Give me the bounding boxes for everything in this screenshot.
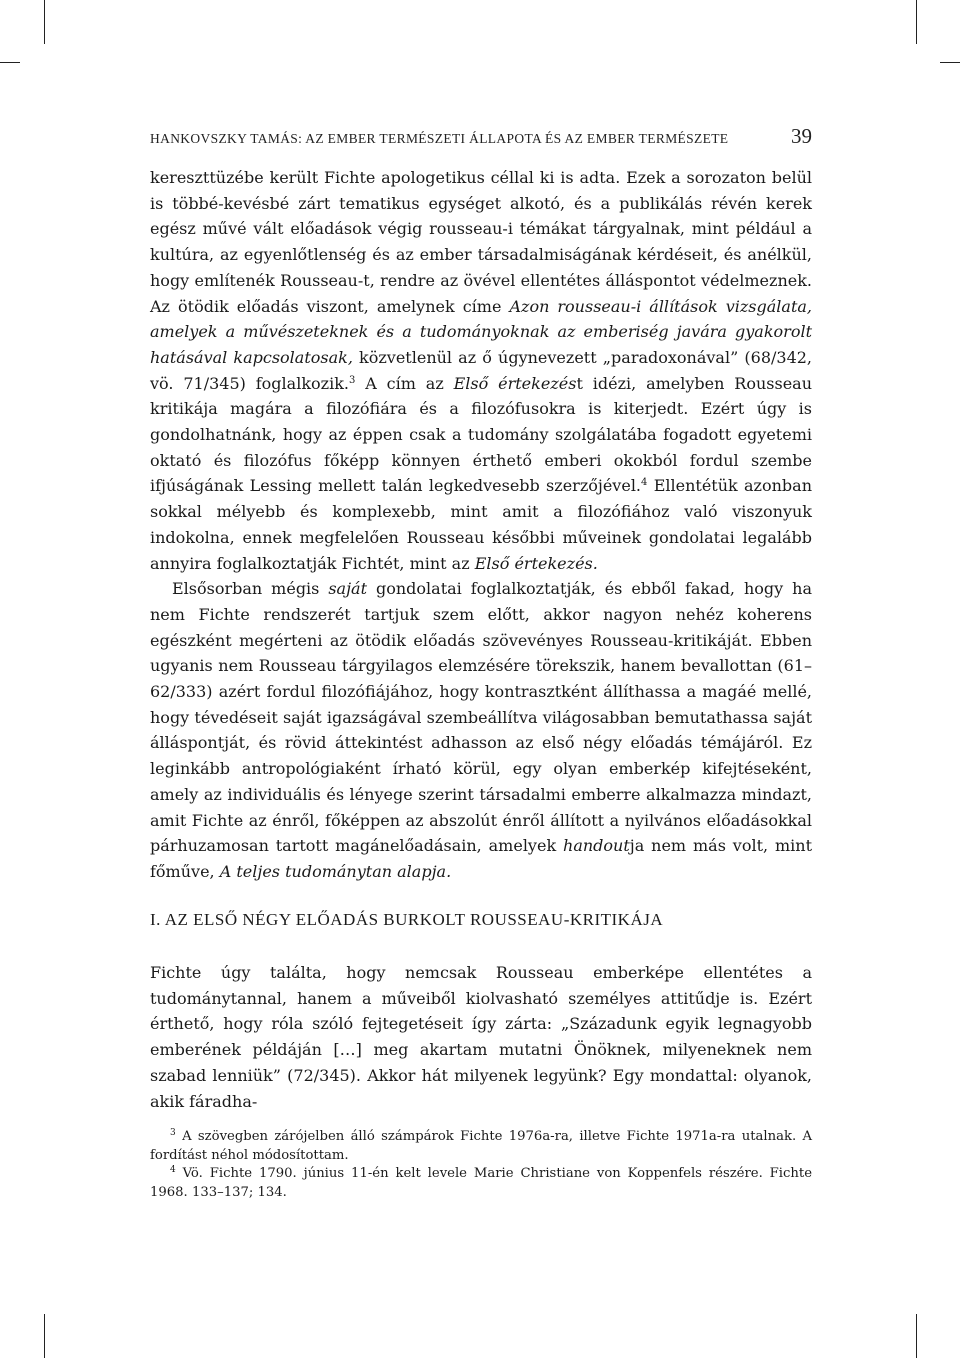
footnote-3 [150, 1128, 812, 1165]
paragraph-3: Fichte úgy találta, hogy nemcsak Rousseau emberképe ellentétes a tudománytannal, hanem a műveiből kiolvasható személyes attitűdje is. Ezért érthető, hogy róla szóló fejtegetéseit így zárta: „Századunk egyik legnagyobb emberének példáján […] meg akartam mutatni Önöknek, milyeneknek nem szabad lenniük” (72/345). Akkor hát milyenek legyünk? Egy mondattal: olyanok, akik fáradha- [150, 963, 812, 1111]
footnote-text: Vö. Fichte 1790. június 11-én kelt levele Marie Christiane von Koppenfels részére. Fichte 1968. 133–137; 134. [150, 1166, 812, 1200]
footnote-number: 3 [170, 1128, 176, 1138]
crop-mark [916, 0, 917, 44]
crop-mark [0, 62, 20, 63]
body-text-section [150, 960, 812, 1114]
text-run: A cím az [355, 373, 454, 393]
italic-run: Első értekezés [453, 373, 577, 393]
footnote-number: 4 [170, 1165, 176, 1175]
footnote-text: A szövegben zárójelben álló számpárok Fichte 1976a-ra, illetve Fichte 1971a-ra utalnak. A fordítást néhol módosítottam. [150, 1129, 812, 1163]
text-run: Elsősorban mégis [172, 579, 329, 599]
italic-run: saját [328, 579, 368, 599]
crop-mark [916, 1314, 917, 1358]
section-heading: I. AZ ELSŐ NÉGY ELŐADÁS BURKOLT ROUSSEAU-KRITIKÁJA [150, 910, 664, 929]
crop-mark [940, 62, 960, 63]
running-head [150, 124, 812, 149]
text-run: gondolatai foglalkoztatják, és ebből fakad, hogy ha nem Fichte rendszerét tartjuk szem előtt, akkor nagyon nehéz koherens egészként megérteni az ötödik előadás szövevényes Rousseau-kritikáját. Ebben ugyanis nem Rousseau tárgyilagos elemzésére törekszik, hanem bevallottan (61–62/333) azért fordul filozófiájához, hogy kontrasztként állíthassa a magáé mellé, hogy tévedéseit saját igazságával szembeállítva világosabban bemutathassa saját álláspontját, és rövid áttekintést adhasson az első négy előadás témájáról. Ez leginkább antropológiaként írható körül, egy olyan emberkép kifejtéseként, amely az individuális és lényege szerint társadalmi emberre alkalmazza mindazt, amit Fichte az énről, főképpen az abszolút énről állított a nyilvános előadásokkal párhuzamosan tartott magánelőadásain, amelyek [150, 579, 812, 856]
footnote-ref-3[interactable]: 3 [348, 374, 356, 386]
footnotes [150, 1128, 812, 1202]
text-run: Ellentétük azonban sokkal mélyebb és komplexebb, mint amit a filozófiához való viszonyuk indokolna, ennek megfelelően Rousseau későbbi műveinek gondolatai legalább annyira foglalkoztatják Fichtét, mint az [150, 476, 813, 573]
italic-run: Azon rousseau-i állítások vizsgálata, amelyek a művészeteknek és a tudományoknak az emberiség javára gyakorolt hatásával kapcsolatosak, [150, 296, 812, 367]
paragraph-2 [150, 576, 812, 884]
crop-mark [44, 0, 45, 44]
page-number: 39 [791, 124, 812, 148]
text-run: kereszttüzébe került Fichte apologetikus céllal ki is adta. Ezek a sorozaton belül is többé-kevésbé zárt tematikus egységet alkotó, és a publikálás révén kerek egész művé vált előadások végig rousseau-i témákat tárgyalnak, mint például a kultúra, az egyenlőtlenség és az ember társadalmiságának kérdéseit, és anélkül, hogy említenék Rousseau-t, rendre az övével ellentétes álláspontot védelmeznek. Az ötödik előadás viszont, amelynek címe [150, 168, 812, 316]
running-title: HANKOVSZKY TAMÁS: AZ EMBER TERMÉSZETI ÁLLAPOTA ÉS AZ EMBER TERMÉSZETE [150, 131, 729, 146]
crop-mark [44, 1314, 45, 1358]
body-text [150, 165, 812, 885]
text-run: t idézi, amelyben Rousseau kritikája magára a filozófiára és a filozófusokra is kiterjedt. Ezért úgy is gondolhatnánk, hogy az éppen csak a tudomány szolgálatába fogadott egyetemi oktató és filozófus főképp könnyen érthető emberi okokból fordul szembe ifjúságának Lessing mellett talán legkedvesebb szerzőjével. [150, 373, 813, 496]
text-run: közvetlenül az ő úgynevezett „paradoxonával” (68/342, vö. 71/345) foglalkozik. [150, 347, 813, 393]
italic-run: handout [563, 836, 630, 856]
footnote-ref-4[interactable]: 4 [641, 477, 648, 489]
footnote-4 [150, 1165, 812, 1202]
italic-run: A teljes tudománytan alapja. [219, 861, 452, 881]
italic-run: Első értekezés. [474, 553, 598, 573]
text-run: ja nem más volt, mint főműve, [150, 836, 812, 881]
paragraph-1 [150, 165, 812, 576]
